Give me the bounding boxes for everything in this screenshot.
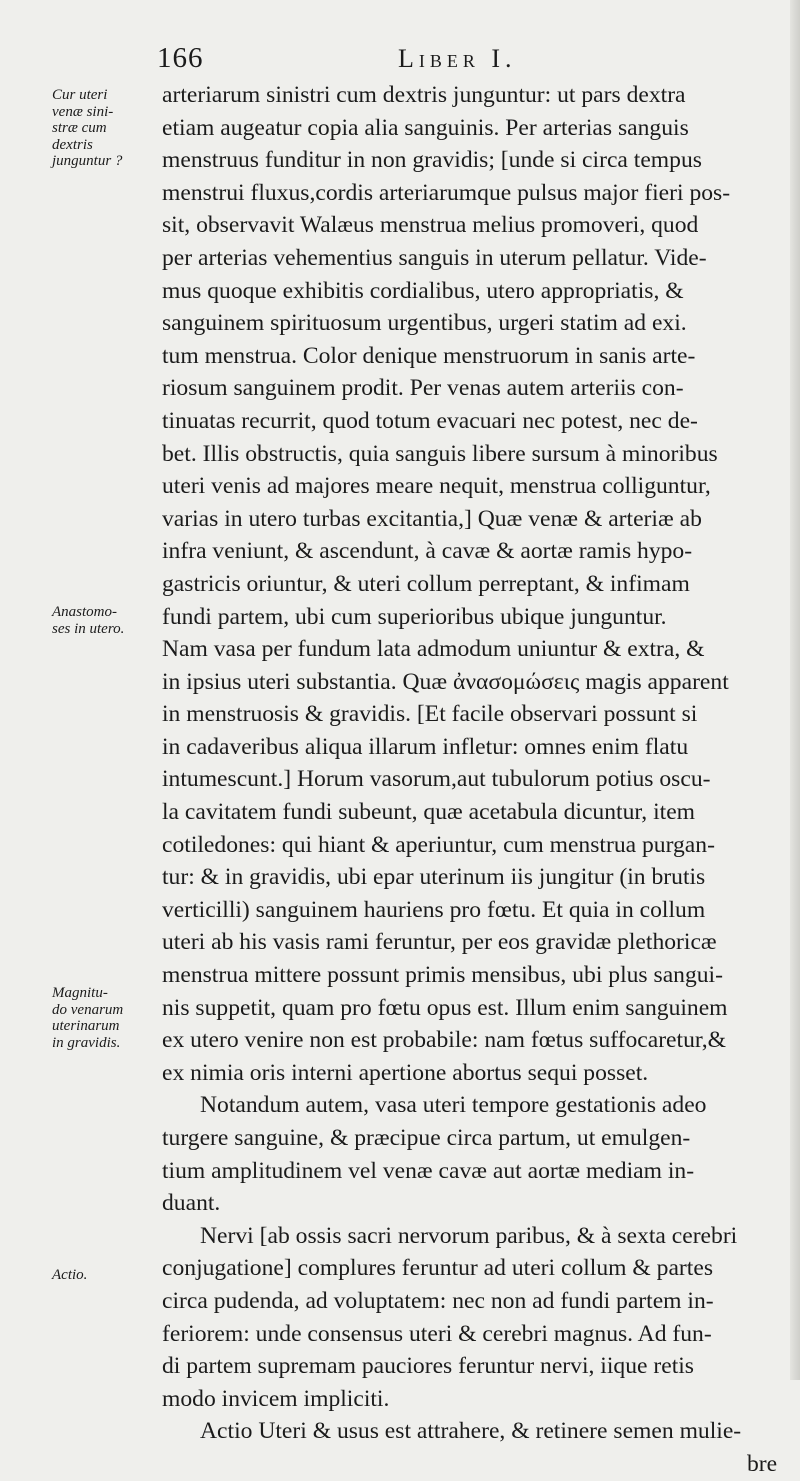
- margin-note-line: do venarum: [52, 1001, 124, 1018]
- text-line: ex nimia oris interni apertione abortus sequi posset.: [162, 1059, 649, 1086]
- text-line: intumescunt.] Horum vasorum,aut tubulorum potius oscu-: [162, 766, 711, 793]
- text-line: uteri venis ad majores meare nequit, menstrua colliguntur,: [162, 473, 711, 500]
- running-head: Liber I.: [398, 44, 517, 73]
- text-line: la cavitatem fundi subeunt, quæ acetabula dicuntur, item: [162, 799, 696, 826]
- text-line: sanguinem spirituosum urgentibus, urgeri statim ad exi.: [162, 310, 687, 337]
- text-line: menstrua mittere possunt primis mensibus, ubi plus sangui-: [162, 962, 723, 989]
- margin-note-magnitudo: [52, 985, 162, 1051]
- text-line: uteri ab his vasis rami feruntur, per eos gravidæ plethoricæ: [162, 929, 717, 956]
- text-line: gastricis oriuntur, & uteri collum perreptant, & infimam: [162, 570, 690, 597]
- text-line: etiam augeatur copia alia sanguinis. Per arterias sanguis: [162, 114, 689, 141]
- text-line: ex utero venire non est probabile: nam fœtus suffocaretur,&: [162, 1027, 727, 1054]
- text-line: tinuatas recurrit, quod totum evacuari nec potest, nec de-: [162, 407, 698, 434]
- margin-note-line: in gravidis.: [52, 1034, 121, 1051]
- text-line: turgere sanguine, & præcipue circa partum, ut emulgen-: [162, 1125, 691, 1151]
- text-line: duant.: [162, 1190, 221, 1217]
- text-line: varias in utero turbas excitantia,] Quæ venæ & arteriæ ab: [162, 505, 702, 532]
- text-line: menstrui fluxus,cordis arteriarumque pulsus major fieri pos-: [162, 179, 731, 206]
- margin-note-line: dextris: [52, 136, 93, 153]
- body-text: [162, 79, 778, 1478]
- paragraph-start-line: Notandum autem, vasa uteri tempore gestationis adeo: [200, 1092, 707, 1119]
- margin-note-cur-uteri: [52, 87, 162, 170]
- text-line: in ipsius uteri substantia. Quæ ἀνασομώσεις magis apparent: [162, 668, 729, 695]
- margin-note-line: stræ cum: [52, 120, 107, 136]
- text-line: circa pudenda, ad voluptatem: nec non ad fundi partem in-: [162, 1287, 714, 1314]
- text-line: in cadaveribus aliqua illarum infletur: omnes enim flatu: [162, 733, 689, 760]
- margin-note-line: Anastomo-: [52, 604, 117, 620]
- margin-note-anastomoses: [52, 604, 162, 637]
- text-line: in menstruosis & gravidis. [Et facile observari possunt si: [162, 701, 698, 728]
- margin-note-line: venæ sini-: [52, 103, 114, 120]
- page-header: [0, 42, 800, 76]
- text-line: conjugatione] complures feruntur ad uteri collum & partes: [162, 1255, 713, 1282]
- text-line: tum menstrua. Color denique menstruorum in sanis arte-: [162, 342, 696, 369]
- page-number: 166: [157, 42, 204, 74]
- catchword: bre: [747, 1450, 778, 1477]
- margin-note-line: junguntur ?: [52, 153, 123, 169]
- margin-note-line: uterinarum: [52, 1018, 120, 1034]
- text-line: fundi partem, ubi cum superioribus ubique junguntur.: [162, 603, 667, 630]
- text-line: nis suppetit, quam pro fœtu opus est. Illum enim sanguinem: [162, 994, 728, 1021]
- text-line: menstruus funditur in non gravidis; [unde si circa tempus: [162, 147, 702, 174]
- text-line: verticilli) sanguinem hauriens pro fœtu. Et quia in collum: [162, 896, 706, 923]
- text-line: tur: & in gravidis, ubi epar uterinum iis jungitur (in brutis: [162, 864, 706, 891]
- text-line: cotiledones: qui hiant & aperiuntur, cum menstrua purgan-: [162, 831, 715, 858]
- text-line: feriorem: unde consensus uteri & cerebri magnus. Ad fun-: [162, 1320, 712, 1347]
- text-line: modo invicem impliciti.: [162, 1385, 390, 1412]
- text-line: riosum sanguinem prodit. Per venas autem arteriis con-: [162, 375, 684, 402]
- margin-note-line: ses in utero.: [52, 620, 125, 637]
- text-line: di partem supremam pauciores feruntur nervi, iique retis: [162, 1353, 694, 1380]
- text-line: bet. Illis obstructis, quia sanguis libere sursum à minoribus: [162, 440, 718, 467]
- margin-note-line: Cur uteri: [52, 87, 108, 103]
- margin-note-line: Magnitu-: [52, 985, 108, 1001]
- margin-note-line: Actio.: [52, 1267, 88, 1283]
- margin-note-actio: [52, 1267, 162, 1284]
- text-line: infra veniunt, & ascendunt, à cavæ & aortæ ramis hypo-: [162, 538, 693, 565]
- paragraph-start-line: Nervi [ab ossis sacri nervorum paribus, & à sexta cerebri: [200, 1222, 738, 1249]
- text-line: Nam vasa per fundum lata admodum uniuntur & extra, &: [162, 636, 705, 663]
- page-edge-shadow: [790, 0, 800, 1380]
- text-line: arteriarum sinistri cum dextris junguntur: ut pars dextra: [162, 82, 686, 108]
- text-line: mus quoque exhibitis cordialibus, utero appropriatis, &: [162, 277, 684, 304]
- paragraph-start-line: Actio Uteri & usus est attrahere, & retinere semen mulie-: [200, 1418, 742, 1445]
- text-line: per arterias vehementius sanguis in uterum pellatur. Vide-: [162, 244, 707, 271]
- text-line: tium amplitudinem vel venæ cavæ aut aortæ mediam in-: [162, 1157, 695, 1184]
- text-line: sit, observavit Walæus menstrua melius promoveri, quod: [162, 212, 699, 239]
